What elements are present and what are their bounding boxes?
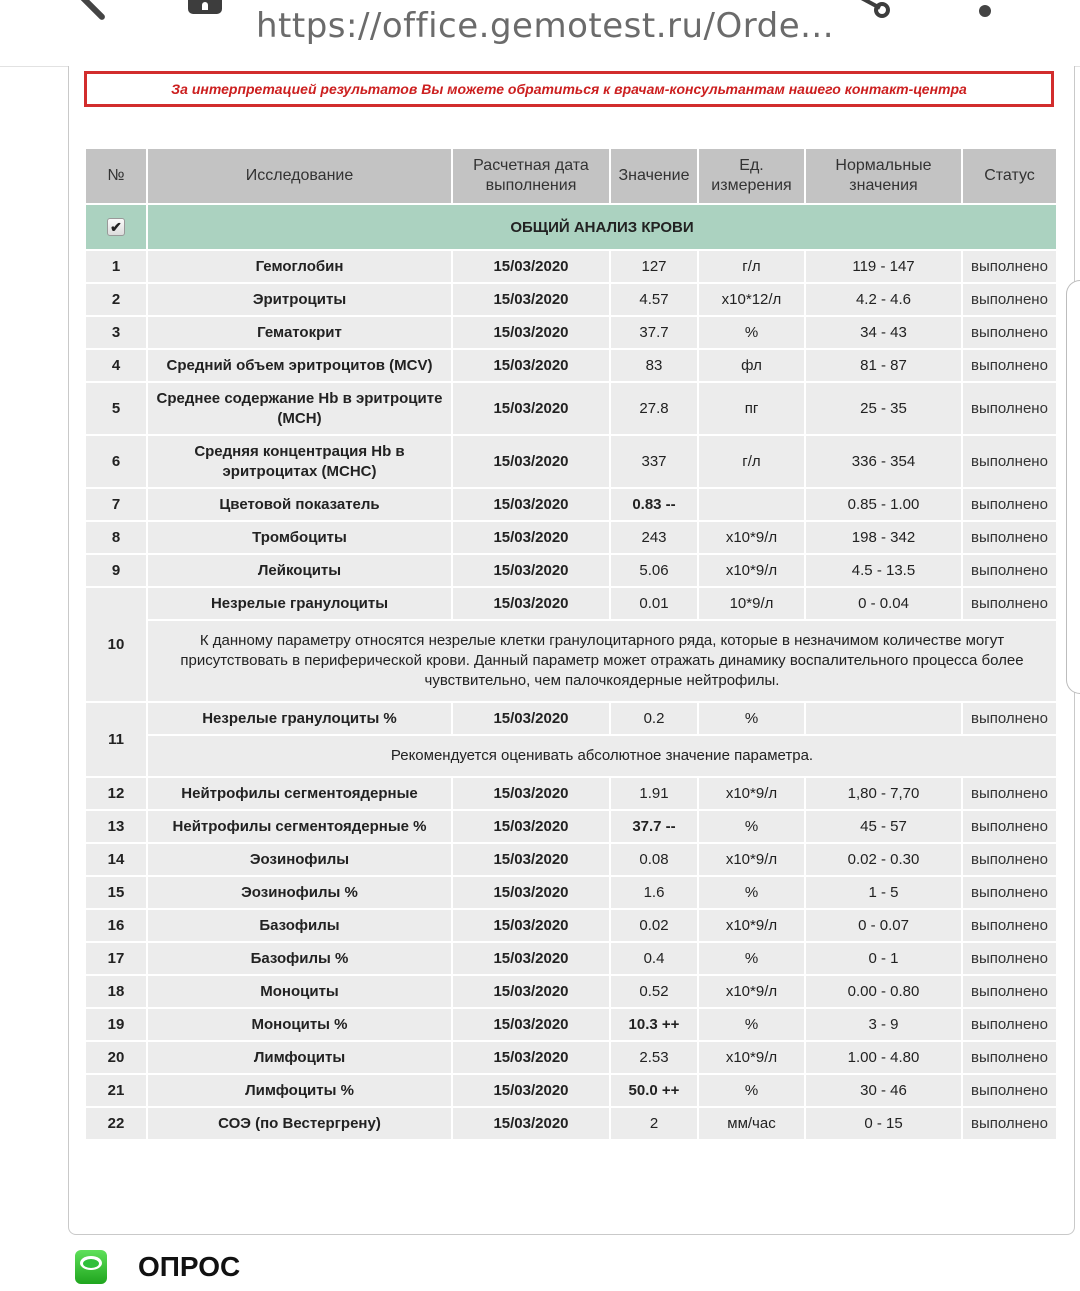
- table-row: [85, 1107, 1057, 1140]
- poll-chat-icon: [75, 1250, 107, 1284]
- back-icon[interactable]: [78, 0, 106, 21]
- row-number: 3: [85, 316, 147, 349]
- test-unit: %: [698, 942, 805, 975]
- reference-range: 0 - 0.04: [805, 587, 962, 620]
- test-date: 15/03/2020: [452, 1074, 610, 1107]
- test-unit: %: [698, 316, 805, 349]
- test-value: 127: [610, 250, 698, 283]
- test-name: Эритроциты: [147, 283, 452, 316]
- reference-range: 1 - 5: [805, 876, 962, 909]
- test-name: Моноциты %: [147, 1008, 452, 1041]
- table-row: [85, 521, 1057, 554]
- reference-range: 0 - 1: [805, 942, 962, 975]
- test-date: 15/03/2020: [452, 250, 610, 283]
- test-date: 15/03/2020: [452, 909, 610, 942]
- test-value: 1.6: [610, 876, 698, 909]
- col-header-date: Расчетная дата выполнения: [452, 148, 610, 204]
- row-note: К данному параметру относятся незрелые клетки гранулоцитарного ряда, которые в незначимом количестве могут присутствовать в периферической крови. Данный параметр может отражать динамику воспалительного процесса более чувствительно, чем палочкоядерные нейтрофилы.: [147, 620, 1057, 702]
- table-row: [85, 876, 1057, 909]
- reference-range: 0 - 15: [805, 1107, 962, 1140]
- test-unit: %: [698, 876, 805, 909]
- test-date: 15/03/2020: [452, 975, 610, 1008]
- reference-range: 0 - 0.07: [805, 909, 962, 942]
- table-row: [85, 488, 1057, 521]
- table-row: [85, 587, 1057, 620]
- test-date: 15/03/2020: [452, 316, 610, 349]
- col-header-test: Исследование: [147, 148, 452, 204]
- test-name: Нейтрофилы сегментоядерные %: [147, 810, 452, 843]
- test-status: выполнено: [962, 488, 1057, 521]
- test-unit: х10*9/л: [698, 554, 805, 587]
- row-number: 2: [85, 283, 147, 316]
- test-value: 2.53: [610, 1041, 698, 1074]
- test-date: 15/03/2020: [452, 488, 610, 521]
- interpretation-notice: [84, 71, 1054, 107]
- col-header-value: Значение: [610, 148, 698, 204]
- test-date: 15/03/2020: [452, 283, 610, 316]
- row-number: 9: [85, 554, 147, 587]
- test-unit: х10*9/л: [698, 777, 805, 810]
- reference-range: 1,80 - 7,70: [805, 777, 962, 810]
- row-number: 17: [85, 942, 147, 975]
- browser-toolbar: [0, 0, 1080, 67]
- test-status: выполнено: [962, 349, 1057, 382]
- row-number: 14: [85, 843, 147, 876]
- notice-text: За интерпретацией результатов Вы можете обратиться к врачам-консультантам нашего контакт-центра: [171, 81, 967, 97]
- share-icon[interactable]: [850, 0, 894, 20]
- row-number: 4: [85, 349, 147, 382]
- row-number: 1: [85, 250, 147, 283]
- test-date: 15/03/2020: [452, 435, 610, 488]
- url-bar[interactable]: https://office.gemotest.ru/Orde...: [256, 6, 835, 46]
- test-status: выполнено: [962, 1107, 1057, 1140]
- test-unit: 10*9/л: [698, 587, 805, 620]
- test-unit: г/л: [698, 250, 805, 283]
- reference-range: 34 - 43: [805, 316, 962, 349]
- test-name: Незрелые гранулоциты %: [147, 702, 452, 735]
- menu-icon[interactable]: [979, 5, 991, 17]
- table-row-note: [85, 735, 1057, 777]
- test-status: выполнено: [962, 975, 1057, 1008]
- test-value: 37.7 --: [610, 810, 698, 843]
- reference-range: 119 - 147: [805, 250, 962, 283]
- test-value: 337: [610, 435, 698, 488]
- test-name: Цветовой показатель: [147, 488, 452, 521]
- test-name: Эозинофилы: [147, 843, 452, 876]
- test-value: 10.3 ++: [610, 1008, 698, 1041]
- test-name: Моноциты: [147, 975, 452, 1008]
- test-value: 0.02: [610, 909, 698, 942]
- test-name: Базофилы %: [147, 942, 452, 975]
- reference-range: 198 - 342: [805, 521, 962, 554]
- test-date: 15/03/2020: [452, 554, 610, 587]
- test-unit: х10*9/л: [698, 521, 805, 554]
- col-header-unit: Ед. измерения: [698, 148, 805, 204]
- test-name: Гематокрит: [147, 316, 452, 349]
- test-status: выполнено: [962, 283, 1057, 316]
- col-header-ref: Нормальные значения: [805, 148, 962, 204]
- row-number: 21: [85, 1074, 147, 1107]
- group-title: ОБЩИЙ АНАЛИЗ КРОВИ: [147, 204, 1057, 250]
- test-value: 0.4: [610, 942, 698, 975]
- test-name: Гемоглобин: [147, 250, 452, 283]
- table-row: [85, 975, 1057, 1008]
- test-name: СОЭ (по Вестергрену): [147, 1107, 452, 1140]
- group-checkbox[interactable]: ✔: [107, 218, 125, 236]
- test-unit: х10*9/л: [698, 843, 805, 876]
- test-name: Лейкоциты: [147, 554, 452, 587]
- row-number: 18: [85, 975, 147, 1008]
- row-note: Рекомендуется оценивать абсолютное значение параметра.: [147, 735, 1057, 777]
- row-number: 7: [85, 488, 147, 521]
- test-unit: мм/час: [698, 1107, 805, 1140]
- reference-range: 45 - 57: [805, 810, 962, 843]
- table-row: [85, 843, 1057, 876]
- test-value: 27.8: [610, 382, 698, 435]
- test-name: Незрелые гранулоциты: [147, 587, 452, 620]
- test-date: 15/03/2020: [452, 1008, 610, 1041]
- table-row: [85, 316, 1057, 349]
- table-row: [85, 349, 1057, 382]
- side-panel-handle[interactable]: [1066, 280, 1080, 694]
- table-row: [85, 942, 1057, 975]
- table-row: [85, 435, 1057, 488]
- table-row-note: [85, 620, 1057, 702]
- test-status: выполнено: [962, 435, 1057, 488]
- test-status: выполнено: [962, 702, 1057, 735]
- test-status: выполнено: [962, 777, 1057, 810]
- test-unit: пг: [698, 382, 805, 435]
- test-unit: х10*9/л: [698, 975, 805, 1008]
- test-status: выполнено: [962, 587, 1057, 620]
- test-status: выполнено: [962, 316, 1057, 349]
- test-status: выполнено: [962, 876, 1057, 909]
- test-date: 15/03/2020: [452, 702, 610, 735]
- reference-range: 25 - 35: [805, 382, 962, 435]
- reference-range: 336 - 354: [805, 435, 962, 488]
- test-date: 15/03/2020: [452, 382, 610, 435]
- test-date: 15/03/2020: [452, 521, 610, 554]
- test-value: 5.06: [610, 554, 698, 587]
- row-number: 5: [85, 382, 147, 435]
- test-date: 15/03/2020: [452, 876, 610, 909]
- col-header-status: Статус: [962, 148, 1057, 204]
- row-number: 6: [85, 435, 147, 488]
- test-name: Нейтрофилы сегментоядерные: [147, 777, 452, 810]
- reference-range: 4.2 - 4.6: [805, 283, 962, 316]
- test-value: 50.0 ++: [610, 1074, 698, 1107]
- test-value: 243: [610, 521, 698, 554]
- table-row: [85, 382, 1057, 435]
- table-row: [85, 1074, 1057, 1107]
- reference-range: 3 - 9: [805, 1008, 962, 1041]
- test-value: 0.08: [610, 843, 698, 876]
- row-number: 11: [85, 702, 147, 777]
- test-value: 1.91: [610, 777, 698, 810]
- test-date: 15/03/2020: [452, 810, 610, 843]
- table-row: [85, 702, 1057, 735]
- test-unit: г/л: [698, 435, 805, 488]
- reference-range: 81 - 87: [805, 349, 962, 382]
- table-row: [85, 777, 1057, 810]
- test-name: Лимфоциты %: [147, 1074, 452, 1107]
- test-unit: х10*9/л: [698, 909, 805, 942]
- table-row: [85, 1008, 1057, 1041]
- test-date: 15/03/2020: [452, 1107, 610, 1140]
- test-date: 15/03/2020: [452, 942, 610, 975]
- table-row: [85, 810, 1057, 843]
- test-status: выполнено: [962, 1074, 1057, 1107]
- test-value: 0.2: [610, 702, 698, 735]
- test-status: выполнено: [962, 810, 1057, 843]
- test-unit: %: [698, 810, 805, 843]
- test-status: выполнено: [962, 554, 1057, 587]
- test-unit: фл: [698, 349, 805, 382]
- row-number: 16: [85, 909, 147, 942]
- row-number: 13: [85, 810, 147, 843]
- test-name: Средняя концентрация Hb в эритроцитах (MCHC): [147, 435, 452, 488]
- test-date: 15/03/2020: [452, 349, 610, 382]
- test-value: 83: [610, 349, 698, 382]
- test-status: выполнено: [962, 250, 1057, 283]
- row-number: 22: [85, 1107, 147, 1140]
- test-value: 2: [610, 1107, 698, 1140]
- test-unit: %: [698, 1074, 805, 1107]
- test-unit: %: [698, 1008, 805, 1041]
- reference-range: 1.00 - 4.80: [805, 1041, 962, 1074]
- table-row: [85, 909, 1057, 942]
- row-number: 15: [85, 876, 147, 909]
- poll-section[interactable]: [75, 1250, 240, 1284]
- test-status: выполнено: [962, 942, 1057, 975]
- test-unit: х10*12/л: [698, 283, 805, 316]
- test-unit: [698, 488, 805, 521]
- table-row: [85, 250, 1057, 283]
- test-name: Средний объем эритроцитов (MCV): [147, 349, 452, 382]
- test-status: выполнено: [962, 1008, 1057, 1041]
- test-unit: %: [698, 702, 805, 735]
- table-row: [85, 554, 1057, 587]
- test-status: выполнено: [962, 382, 1057, 435]
- table-row: [85, 1041, 1057, 1074]
- test-value: 0.52: [610, 975, 698, 1008]
- reference-range: 30 - 46: [805, 1074, 962, 1107]
- reference-range: 0.02 - 0.30: [805, 843, 962, 876]
- reference-range: 0.00 - 0.80: [805, 975, 962, 1008]
- test-date: 15/03/2020: [452, 777, 610, 810]
- test-date: 15/03/2020: [452, 1041, 610, 1074]
- test-value: 0.01: [610, 587, 698, 620]
- test-value: 37.7: [610, 316, 698, 349]
- table-header-row: [85, 148, 1057, 204]
- poll-title: ОПРОС: [138, 1251, 241, 1282]
- group-row: [85, 204, 1057, 250]
- table-row: [85, 283, 1057, 316]
- test-unit: х10*9/л: [698, 1041, 805, 1074]
- test-date: 15/03/2020: [452, 843, 610, 876]
- test-name: Лимфоциты: [147, 1041, 452, 1074]
- row-number: 8: [85, 521, 147, 554]
- test-status: выполнено: [962, 521, 1057, 554]
- test-name: Базофилы: [147, 909, 452, 942]
- test-status: выполнено: [962, 909, 1057, 942]
- test-name: Эозинофилы %: [147, 876, 452, 909]
- reference-range: 0.85 - 1.00: [805, 488, 962, 521]
- row-number: 19: [85, 1008, 147, 1041]
- lock-icon[interactable]: [188, 0, 222, 14]
- test-value: 4.57: [610, 283, 698, 316]
- reference-range: [805, 702, 962, 735]
- col-header-num: №: [85, 148, 147, 204]
- test-status: выполнено: [962, 843, 1057, 876]
- row-number: 12: [85, 777, 147, 810]
- test-name: Тромбоциты: [147, 521, 452, 554]
- reference-range: 4.5 - 13.5: [805, 554, 962, 587]
- row-number: 10: [85, 587, 147, 702]
- results-table: [84, 147, 1058, 1141]
- test-value: 0.83 --: [610, 488, 698, 521]
- test-name: Среднее содержание Hb в эритроците (MCH): [147, 382, 452, 435]
- test-status: выполнено: [962, 1041, 1057, 1074]
- row-number: 20: [85, 1041, 147, 1074]
- test-date: 15/03/2020: [452, 587, 610, 620]
